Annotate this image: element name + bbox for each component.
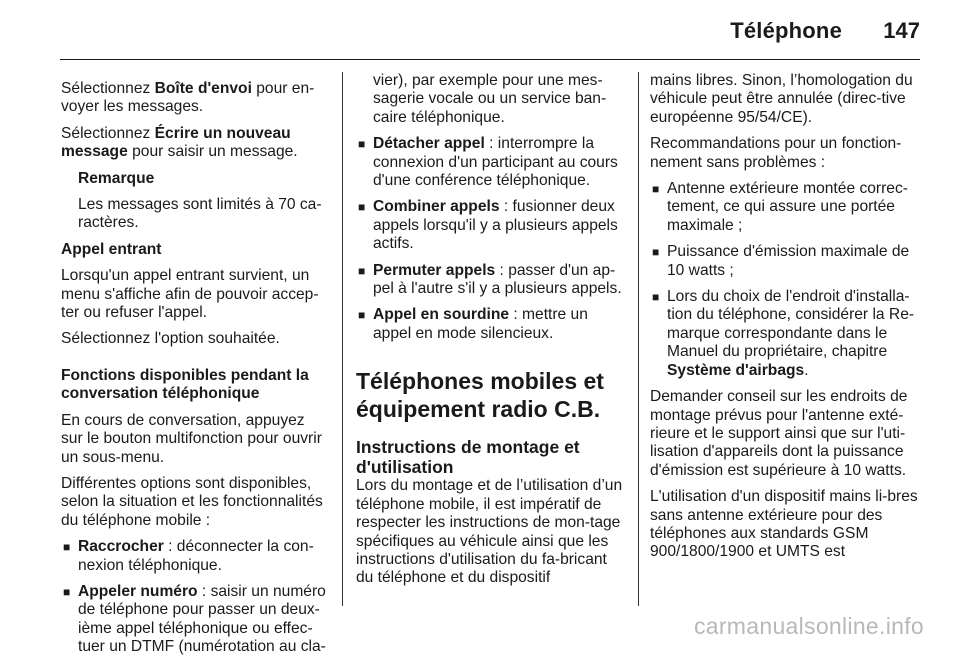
bullet-icon: ■ <box>358 308 366 323</box>
list-item: ■ Appeler numéro : saisir un numéro de téléphone pour passer un deux-ième appel téléphonique ou effec-tuer un DTMF (numérotation au cla- <box>63 582 326 656</box>
column-1 <box>61 80 327 665</box>
list-item: ■ Puissance d'émission maximale de 10 watts ; <box>652 243 910 279</box>
list-item: ■ Permuter appels : passer d'un ap-pel à l'autre s'il y a plusieurs appels. <box>358 261 622 298</box>
section-title: Fonctions disponibles pendant la conversation téléphonique <box>61 366 309 403</box>
paragraph: Lors du montage et de l’utilisation d’un téléphone mobile, il est impératif de respecter les instructions de mon-tage spécifiques au véhicule ainsi que les instructions d'utilisation du fa-bricant du téléphone et du dispositif <box>356 477 623 587</box>
watermark: carmanualsonline.info <box>693 613 924 639</box>
bullet-icon: ■ <box>358 137 366 152</box>
list-item: ■ Antenne extérieure montée correc-tement, ce qui assure une portée maximale ; <box>652 180 908 234</box>
menu-term: Boîte d'envoi <box>154 80 252 97</box>
page-title: Téléphone <box>730 18 842 43</box>
bullet-icon: ■ <box>63 540 71 555</box>
bullet-icon: ■ <box>358 200 366 215</box>
section-title: Appel entrant <box>61 240 162 258</box>
list-item: ■ Appel en sourdine : mettre un appel en mode silencieux. <box>358 306 588 342</box>
page-header <box>0 0 960 60</box>
paragraph: Sélectionnez l'option souhaitée. <box>61 330 280 348</box>
menu-term: Écrire un nouveau message <box>61 124 291 161</box>
header-rule <box>60 59 920 60</box>
section-heading: Instructions de montage et d'utilisation <box>356 437 580 478</box>
column-2 <box>356 72 626 596</box>
bullet-icon: ■ <box>63 584 71 599</box>
paragraph: Sélectionnez Écrire un nouveau message pour saisir un message. <box>61 124 298 161</box>
paragraph: Différentes options sont disponibles, selon la situation et les fonctionnalités du téléphone mobile : <box>61 474 323 529</box>
paragraph: Lorsqu'un appel entrant survient, un menu s'affiche afin de pouvoir accep-ter ou refuser l'appel. <box>61 267 319 322</box>
list-item: ■ Raccrocher : déconnecter la con-nexion téléphonique. <box>63 538 314 574</box>
list-item: ■ Combiner appels : fusionner deux appels lorsqu'il y a plusieurs appels actifs. <box>358 198 618 253</box>
note-block <box>78 170 327 233</box>
list-item: ■ Lors du choix de l'endroit d'installa-tion du téléphone, considérer la Re-marque correspondante dans le Manuel du propriétaire, chapitre Système d'airbags. <box>652 288 915 379</box>
bullet-icon: ■ <box>358 263 366 278</box>
paragraph: Recommandations pour un fonction-nement sans problèmes : <box>650 135 902 171</box>
note-text: Les messages sont limités à 70 ca-ractères. <box>78 196 322 232</box>
page-number: 147 <box>883 18 920 43</box>
list-item: ■ Détacher appel : interrompre la connexion d'un participant au cours d'une conférence téléphonique. <box>358 135 618 190</box>
bullet-icon: ■ <box>652 290 660 305</box>
paragraph: Sélectionnez Boîte d'envoi pour en-voyer les messages. <box>61 80 315 116</box>
bullet-icon: ■ <box>652 182 660 197</box>
chapter-heading: Téléphones mobiles et équipement radio C.B. <box>356 368 604 423</box>
list-continuation: vier), par exemple pour une mes-sagerie vocale ou un service ban-caire téléphonique. <box>373 72 607 126</box>
column-3 <box>650 72 922 570</box>
paragraph: mains libres. Sinon, l’homologation du véhicule peut être annulée (direc-tive européenne 95/54/CE). <box>650 72 913 126</box>
paragraph: L'utilisation d'un dispositif mains li-bres sans antenne extérieure pour des téléphones aux standards GSM 900/1800/1900 et UMTS est <box>650 488 918 561</box>
note-title: Remarque <box>78 169 155 187</box>
bullet-icon: ■ <box>652 245 660 260</box>
paragraph: Demander conseil sur les endroits de montage prévus pour l'antenne exté-rieure et le support ainsi que sur l'uti-lisation d'appareils dont la puissance d'émission est supérieure à 10 watts. <box>650 388 908 479</box>
column-separator <box>342 72 343 606</box>
paragraph: En cours de conversation, appuyez sur le bouton multifonction pour ouvrir un sous-menu. <box>61 411 322 466</box>
column-separator <box>638 72 639 606</box>
